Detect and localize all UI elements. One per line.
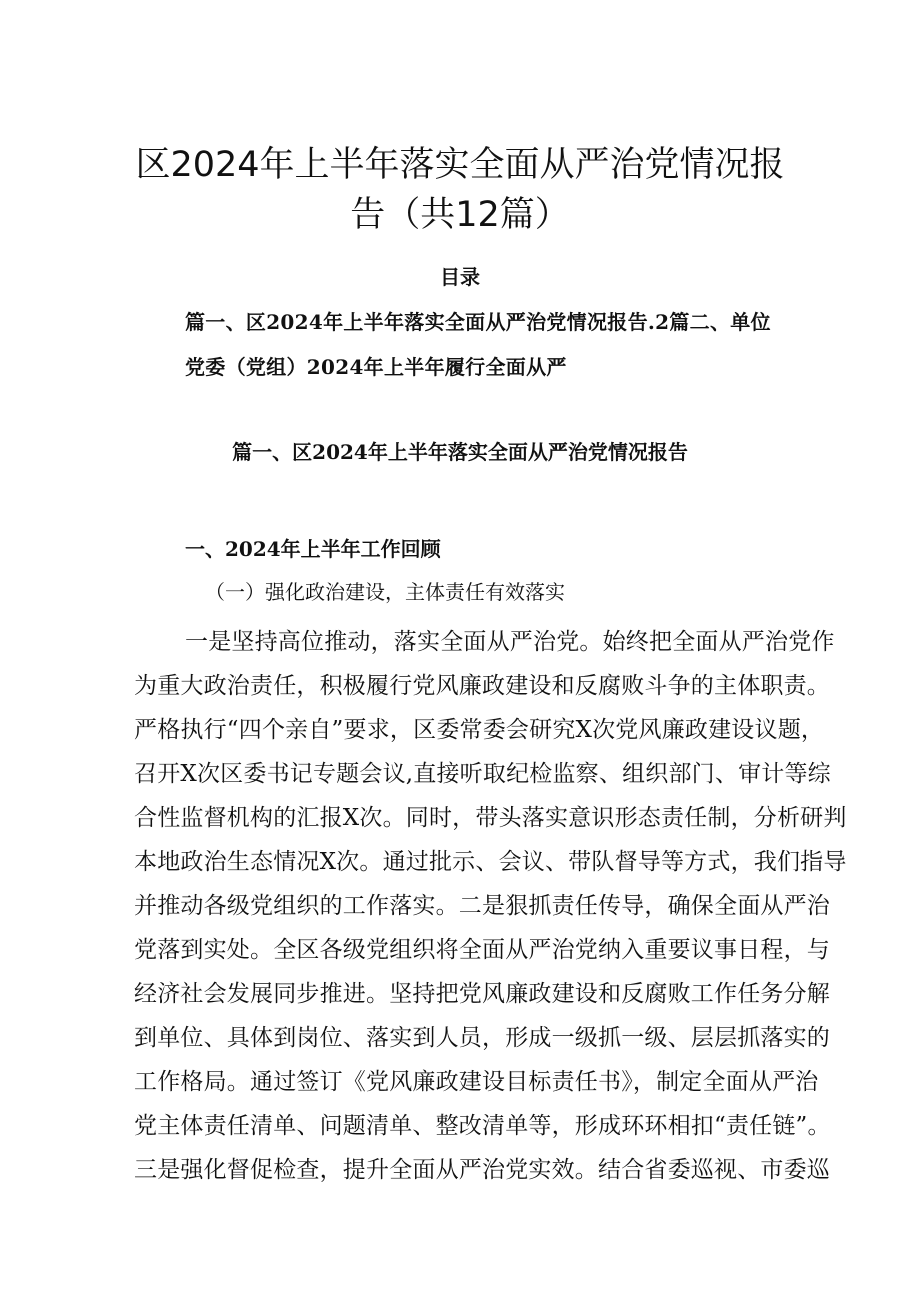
sub-heading: （一）强化政治建设，主体责任有效落实 (205, 580, 565, 604)
document-title-line-1: 区2024年上半年落实全面从严治党情况报 (135, 145, 785, 185)
toc-entry-line-1: 篇一、区2024年上半年落实全面从严治党情况报告.2篇二、单位 (185, 310, 771, 334)
body-line: 为重大政治责任，积极履行党风廉政建设和反腐败斗争的主体职责。 (134, 673, 830, 699)
section-heading: 篇一、区2024年上半年落实全面从严治党情况报告 (232, 440, 688, 464)
body-line: 严格执行“四个亲自”要求，区委常委会研究X次党风廉政建设议题， (134, 717, 825, 743)
body-line: 工作格局。通过签订《党风廉政建设目标责任书》，制定全面从严治 (134, 1069, 819, 1095)
body-line: 党落到实处。全区各级党组织将全面从严治党纳入重要议事日程，与 (134, 937, 830, 963)
body-line: 党主体责任清单、问题清单、整改清单等，形成环环相扣“责任链”。 (134, 1113, 831, 1139)
document-title-line-2: 告（共12篇） (350, 195, 570, 235)
body-line: 合性监督机构的汇报X次。同时，带头落实意识形态责任制，分析研判 (134, 805, 847, 831)
body-line: 三是强化督促检查，提升全面从严治党实效。结合省委巡视、市委巡 (134, 1157, 830, 1183)
body-line: 并推动各级党组织的工作落实。二是狠抓责任传导，确保全面从严治 (134, 893, 830, 919)
body-line: 本地政治生态情况X次。通过批示、会议、带队督导等方式，我们指导 (134, 849, 847, 875)
body-line: 一是坚持高位推动，落实全面从严治党。始终把全面从严治党作 (185, 629, 835, 655)
toc-heading: 目录 (440, 265, 480, 289)
body-line: 到单位、具体到岗位、落实到人员，形成一级抓一级、层层抓落实的 (134, 1025, 830, 1051)
body-line: 召开X次区委书记专题会议,直接听取纪检监察、组织部门、审计等综 (134, 761, 831, 787)
body-line: 经济社会发展同步推进。坚持把党风廉政建设和反腐败工作任务分解 (134, 981, 830, 1007)
toc-entry-line-2: 党委（党组）2024年上半年履行全面从严 (185, 355, 567, 379)
part-heading: 一、2024年上半年工作回顾 (185, 537, 441, 561)
